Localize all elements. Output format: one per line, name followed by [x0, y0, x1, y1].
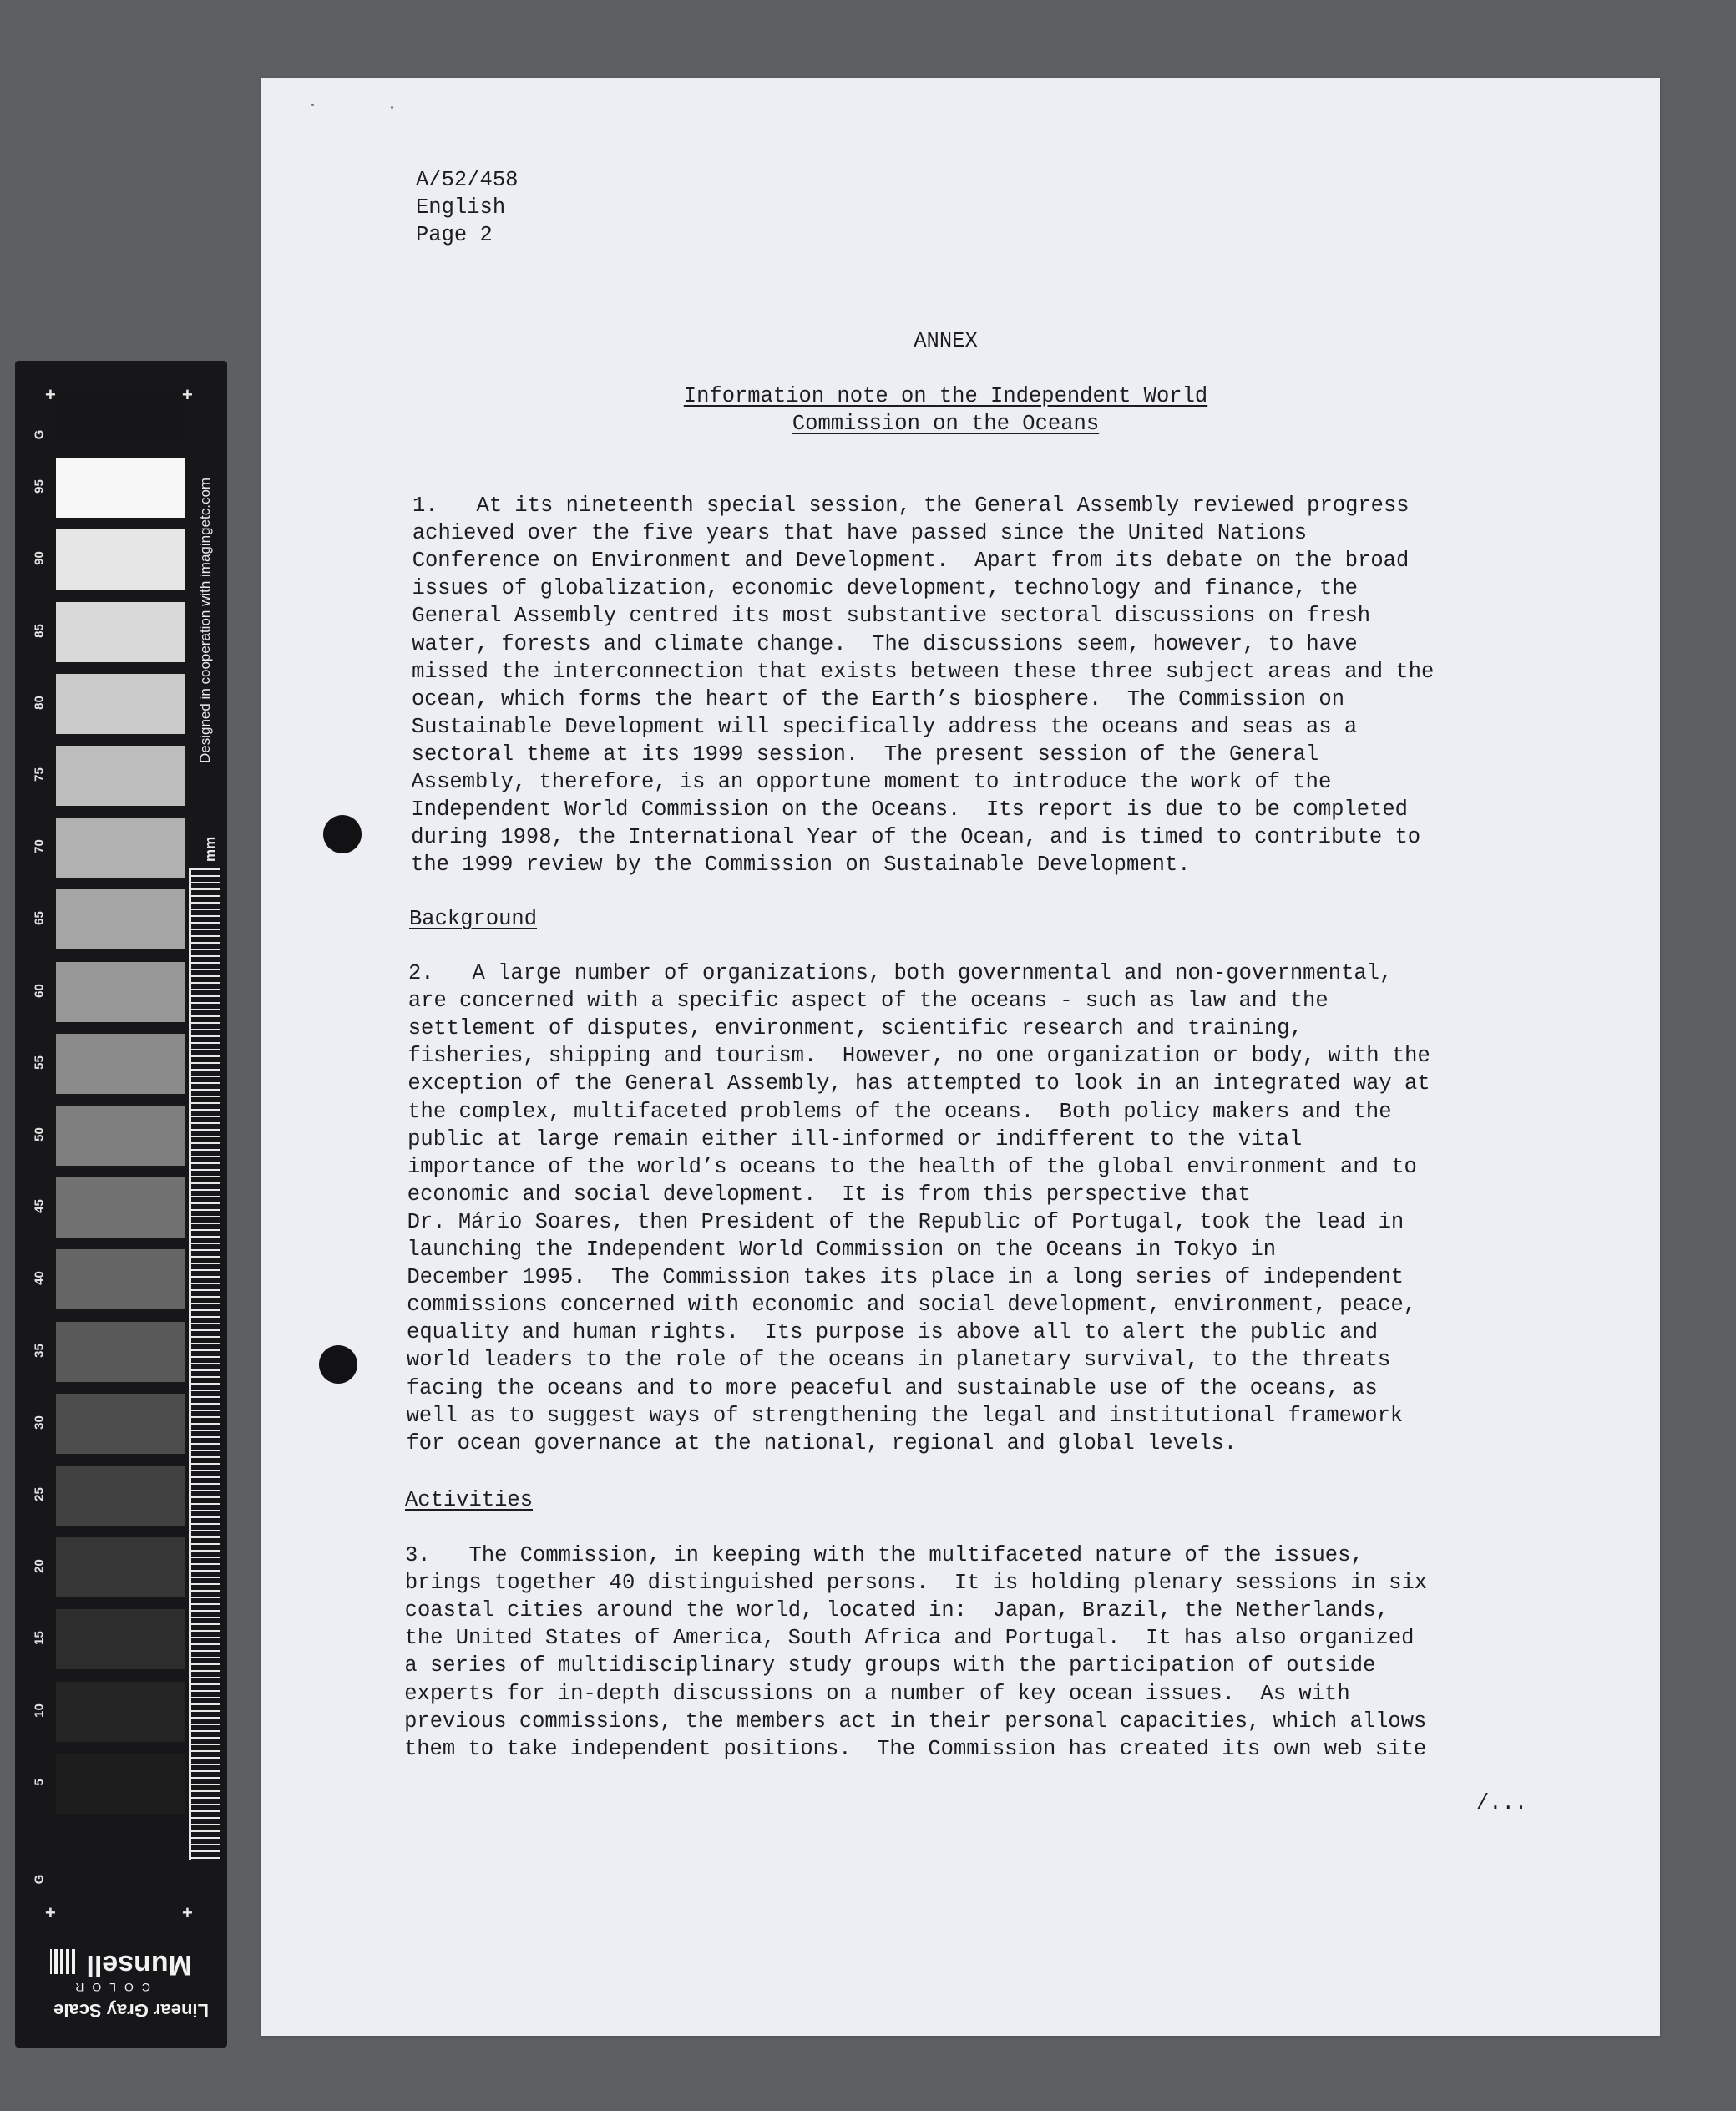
mm-ruler	[189, 868, 220, 1860]
continuation-mark: /...	[1476, 1791, 1528, 1815]
paragraph-line: public at large remain either ill-informed or indifferent to the vital	[407, 1126, 1303, 1152]
paragraph-line: General Assembly centred its most substantive sectoral discussions on fresh	[412, 604, 1371, 629]
gray-swatch	[56, 458, 185, 518]
document-page-number: Page 2	[416, 223, 493, 247]
paragraph-line: fisheries, shipping and tourism. However, no one organization or body, with the	[407, 1044, 1430, 1069]
scale-tick-label: 95	[32, 479, 47, 494]
paragraph-line: water, forests and climate change. The discussions seem, however, to have	[412, 631, 1358, 656]
heading-background: Background	[409, 907, 538, 931]
gray-swatch	[56, 1106, 185, 1166]
paragraph-line: settlement of disputes, environment, scientific research and training,	[407, 1016, 1303, 1041]
gray-swatch	[56, 386, 185, 446]
scale-tick-label: 80	[32, 695, 47, 710]
scale-tick-label: 60	[32, 983, 47, 998]
gray-swatch	[56, 1322, 185, 1382]
paragraph-line: well as to suggest ways of strengthening the legal and institutional framework	[406, 1403, 1404, 1428]
paragraph-line: Dr. Mário Soares, then President of the Republic of Portugal, took the lead in	[407, 1209, 1404, 1234]
scale-tick-label: 30	[32, 1415, 47, 1430]
scale-tick-label: 15	[32, 1631, 47, 1646]
paragraph-line: launching the Independent World Commission on the Oceans in Tokyo in	[407, 1238, 1277, 1262]
scale-tick-label: 75	[32, 767, 47, 782]
scale-tick-label: 55	[32, 1055, 47, 1070]
paragraph-line: coastal cities around the world, located in: Japan, Brazil, the Netherlands,	[404, 1598, 1389, 1623]
munsell-brand-block	[50, 1946, 209, 2021]
annex-heading: ANNEX	[914, 329, 978, 353]
paragraph-line: Independent World Commission on the Oceans. Its report is due to be completed	[411, 797, 1408, 823]
paragraph-line: achieved over the five years that have passed since the United Nations	[412, 521, 1308, 546]
scale-tick-label: 10	[32, 1703, 47, 1718]
paragraph-line: Sustainable Development will specifically address the oceans and seas as a	[411, 714, 1358, 739]
scale-tick-label: 50	[32, 1127, 47, 1142]
paragraph-line: ocean, which forms the heart of the Earth’s biosphere. The Commission on	[411, 686, 1345, 711]
plus-mark-top-left: +	[45, 384, 56, 405]
paragraph-line: 2. A large number of organizations, both governmental and non-governmental,	[408, 961, 1393, 985]
paragraph-line: commissions concerned with economic and social development, environment, peace,	[407, 1293, 1417, 1318]
gray-swatch	[56, 1034, 185, 1094]
paragraph-line: economic and social development. It is from this perspective that	[407, 1182, 1251, 1207]
heading-activities: Activities	[405, 1488, 534, 1512]
paragraph-line: sectoral theme at its 1999 session. The present session of the General	[411, 742, 1319, 767]
document-page	[261, 78, 1660, 2036]
paragraph-line: December 1995. The Commission takes its place in a long series of independent	[407, 1265, 1404, 1290]
punch-hole-lower	[319, 1345, 357, 1384]
paragraph-line: experts for in-depth discussions on a number of key ocean issues. As with	[404, 1681, 1350, 1706]
scale-tick-label: 85	[32, 623, 47, 638]
gray-swatch	[56, 1394, 185, 1454]
plus-mark-bottom-right: +	[182, 1902, 193, 1923]
document-title-line2-text: Commission on the Oceans	[792, 412, 1100, 436]
plus-mark-bottom-left: +	[45, 1902, 56, 1923]
paragraph-line: world leaders to the role of the oceans in planetary survival, to the threats	[406, 1348, 1391, 1373]
paragraph-line: 3. The Commission, in keeping with the multifaceted nature of the issues,	[405, 1543, 1364, 1567]
paragraph-line: the complex, multifaceted problems of the oceans. Both policy makers and the	[407, 1099, 1392, 1124]
gray-swatch	[56, 1609, 185, 1669]
paragraph-line: Conference on Environment and Development. Apart from its debate on the broad	[412, 549, 1410, 574]
brand-name: Munsell	[86, 1949, 192, 1981]
paragraph-line: during 1998, the International Year of the Ocean, and is timed to contribute to	[411, 825, 1421, 850]
paper-speck	[311, 104, 314, 106]
punch-hole-upper	[323, 815, 362, 853]
brand-color-word: COLOR	[67, 1981, 150, 1994]
gray-swatch	[56, 674, 185, 734]
scale-tick-label: 35	[32, 1343, 47, 1358]
scale-tick-label: 40	[32, 1271, 47, 1286]
document-title-line1	[246, 382, 1645, 410]
paragraph-line: the United States of America, South Africa and Portugal. It has also organized	[404, 1626, 1415, 1651]
scale-tick-label: 5	[32, 1779, 47, 1786]
paragraph-line: previous commissions, the members act in their personal capacities, which allows	[404, 1709, 1427, 1734]
paragraph-line: importance of the world’s oceans to the health of the global environment and to	[407, 1154, 1417, 1179]
paper-speck	[391, 106, 393, 109]
document-title-line1-text: Information note on the Independent World	[683, 384, 1208, 408]
scale-tick-label: 25	[32, 1487, 47, 1501]
paragraph-line: brings together 40 distinguished persons. It is holding plenary sessions in six	[404, 1571, 1428, 1596]
gray-swatch	[56, 818, 185, 878]
paragraph-line: issues of globalization, economic development, technology and finance, the	[412, 576, 1358, 601]
gray-swatch	[56, 1754, 185, 1814]
credit-text: Designed in cooperation with imagingetc.com	[197, 477, 213, 763]
paragraph-line: 1. At its nineteenth special session, the General Assembly reviewed progress	[412, 494, 1410, 518]
scale-label-top-g: G	[32, 429, 47, 440]
gray-swatch	[56, 1466, 185, 1526]
paragraph-line: facing the oceans and to more peaceful and sustainable use of the oceans, as	[406, 1375, 1378, 1400]
paragraph-line: exception of the General Assembly, has attempted to look in an integrated way at	[407, 1071, 1430, 1096]
paragraph-line: a series of multidisciplinary study groups with the participation of outside	[404, 1653, 1376, 1678]
gray-swatch	[56, 602, 185, 662]
scale-tick-label: 65	[32, 911, 47, 926]
gray-swatch	[56, 746, 185, 806]
gray-swatch	[56, 529, 185, 590]
scale-tick-label: 20	[32, 1559, 47, 1574]
gray-swatch	[56, 1682, 185, 1742]
ruler-unit-label: mm	[202, 836, 218, 862]
plus-mark-top-right: +	[182, 384, 193, 405]
document-title-line2	[246, 410, 1645, 438]
scale-label-bottom-g: G	[32, 1874, 47, 1885]
gray-swatch	[56, 1249, 185, 1309]
gray-swatch	[56, 1537, 185, 1597]
paragraph-line: them to take independent positions. The Commission has created its own web site	[403, 1736, 1427, 1761]
linear-gray-scale-title: Linear Gray Scale	[53, 2000, 209, 2021]
paragraph-line: the 1999 review by the Commission on Sustainable Development.	[411, 853, 1191, 878]
paragraph-line: equality and human rights. Its purpose is above all to alert the public and	[407, 1320, 1379, 1345]
document-symbol: A/52/458	[416, 168, 519, 192]
paragraph-line: missed the interconnection that exists between these three subject areas and the	[412, 659, 1435, 684]
gray-swatch	[56, 1177, 185, 1238]
paragraph-line: Assembly, therefore, is an opportune moment to introduce the work of the	[411, 770, 1332, 794]
document-language: English	[416, 195, 506, 220]
gray-swatch	[56, 889, 185, 949]
paragraph-line: are concerned with a specific aspect of the oceans - such as law and the	[407, 989, 1329, 1014]
scale-tick-label: 70	[32, 839, 47, 854]
paragraph-line: for ocean governance at the national, regional and global levels.	[406, 1430, 1237, 1455]
scale-tick-label: 90	[32, 551, 47, 566]
scale-tick-label: 45	[32, 1199, 47, 1214]
gray-swatch	[56, 962, 185, 1022]
munsell-logo-icon	[50, 1949, 75, 1974]
